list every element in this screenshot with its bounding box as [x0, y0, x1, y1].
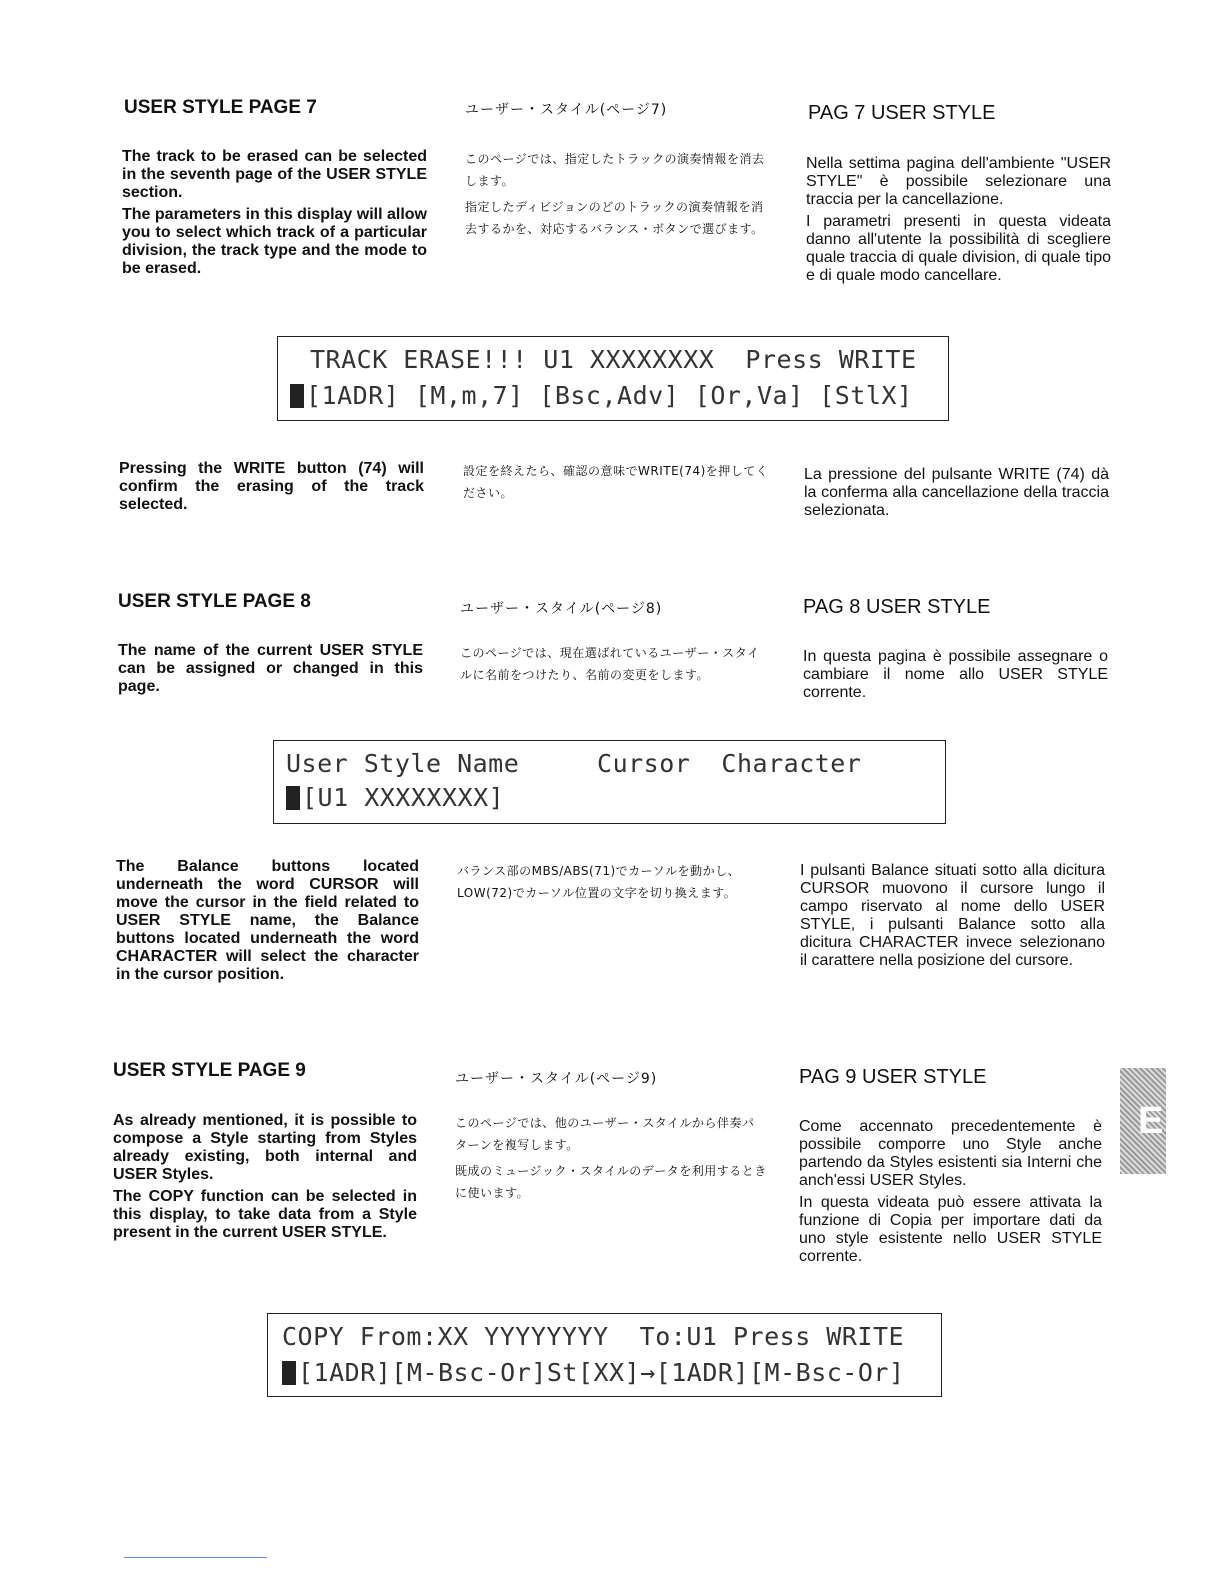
lcd-line-2	[286, 783, 504, 812]
lcd-line-2-text: [1ADR] [M,m,7] [Bsc,Adv] [Or,Va] [StlX]	[306, 381, 913, 410]
en-text-balance-buttons: The Balance buttons located underneath the word CURSOR will move the cursor in the field related to USER STYLE name, the Balance buttons located underneath the word CHARACTER will select the character in the cursor position.	[116, 858, 419, 983]
lcd-line-2	[290, 381, 913, 410]
it-paragraph: I parametri presenti in questa videata danno all'utente la possibilità di scegliere quale traccia di quale division, di quale tipo e di quale modo cancellare.	[806, 213, 1111, 284]
jp-text-page9	[455, 1112, 767, 1208]
jp-text-write-confirm: 設定を終えたら、確認の意味でWRITE(74)を押してください。	[463, 464, 769, 500]
en-heading-page7: USER STYLE PAGE 7	[124, 97, 317, 118]
jp-paragraph: 指定したディビジョンのどのトラックの演奏情報を消去するかを、対応するバランス・ボタンで選びます。	[465, 200, 764, 236]
jp-text-page8: このページでは、現在選ばれているユーザー・スタイルに名前をつけたり、名前の変更をします。	[460, 646, 760, 682]
lcd-line-2-text: [1ADR][M-Bsc-Or]St[XX]→[1ADR][M-Bsc-Or]	[298, 1358, 905, 1387]
it-paragraph: Nella settima pagina dell'ambiente "USER STYLE" è possibile selezionare una traccia per la cancellazione.	[806, 155, 1111, 208]
footer-rule	[124, 1557, 267, 1558]
it-text-balance-buttons: I pulsanti Balance situati sotto alla dicitura CURSOR muovono il cursore lungo il campo riservato al nome dello USER STYLE, i pulsanti Balance sotto alla dicitura CHARACTER invece selezionano il carattere nella posizione del cursore.	[800, 862, 1105, 969]
en-paragraph: As already mentioned, it is possible to compose a Style starting from Styles already existing, both internal and USER Styles.	[113, 1112, 417, 1183]
en-text-page9	[113, 1112, 417, 1246]
lcd-line-1: COPY From:XX YYYYYYYY To:U1 Press WRITE	[282, 1322, 905, 1351]
lcd-cursor	[286, 786, 300, 810]
jp-paragraph: 既成のミュージック・スタイルのデータを利用するときに使います。	[455, 1164, 767, 1200]
lcd-line-1: User Style Name Cursor Character	[286, 749, 862, 778]
lcd-line-2-text: [U1 XXXXXXXX]	[302, 783, 505, 812]
lcd-style-name	[273, 740, 946, 824]
lcd-cursor	[290, 384, 304, 408]
it-paragraph: In questa videata può essere attivata la funzione di Copia per importare dati da uno style esistente nello USER STYLE corrente.	[799, 1194, 1102, 1265]
jp-paragraph: このページでは、他のユーザー・スタイルから伴奏パターンを複写します。	[455, 1116, 755, 1152]
jp-text-page7	[465, 148, 775, 244]
it-text-page8: In questa pagina è possibile assegnare o cambiare il nome allo USER STYLE corrente.	[803, 648, 1108, 701]
section-tab-letter: E	[1138, 1100, 1164, 1142]
en-text-write-confirm: Pressing the WRITE button (74) will confirm the erasing of the track selected.	[119, 460, 424, 513]
en-paragraph: The track to be erased can be selected in the seventh page of the USER STYLE section.	[122, 148, 427, 201]
lcd-cursor	[282, 1361, 296, 1385]
jp-heading-page7: ユーザー・スタイル(ページ7)	[465, 102, 668, 118]
en-paragraph: The COPY function can be selected in this display, to take data from a Style present in the current USER STYLE.	[113, 1188, 417, 1241]
en-heading-page8: USER STYLE PAGE 8	[118, 591, 311, 612]
en-text-page8: The name of the current USER STYLE can be assigned or changed in this page.	[118, 642, 423, 695]
it-text-write-confirm: La pressione del pulsante WRITE (74) dà la conferma alla cancellazione della traccia selezionata.	[804, 466, 1109, 519]
it-text-page7	[806, 155, 1111, 289]
it-text-page9	[799, 1118, 1102, 1270]
lcd-copy	[267, 1313, 942, 1397]
it-heading-page9: PAG 9 USER STYLE	[799, 1066, 987, 1088]
jp-paragraph: このページでは、指定したトラックの演奏情報を消去します。	[465, 152, 765, 188]
lcd-line-1: TRACK ERASE!!! U1 XXXXXXXX Press WRITE	[310, 345, 917, 374]
jp-heading-page9: ユーザー・スタイル(ページ9)	[455, 1071, 658, 1087]
lcd-line-2	[282, 1358, 905, 1387]
en-heading-page9: USER STYLE PAGE 9	[113, 1060, 306, 1081]
lcd-track-erase	[277, 336, 949, 421]
en-paragraph: The parameters in this display will allow you to select which track of a particular division, the track type and the mode to be erased.	[122, 206, 427, 277]
en-text-page7	[122, 148, 427, 282]
it-paragraph: Come accennato precedentemente è possibile comporre uno Style anche partendo da Styles esistenti sia Interni che anch'essi USER Styles.	[799, 1118, 1102, 1189]
it-heading-page8: PAG 8 USER STYLE	[803, 596, 991, 618]
jp-text-balance-buttons: バランス部のMBS/ABS(71)でカーソルを動かし、LOW(72)でカーソル位置の文字を切り換えます。	[457, 864, 741, 900]
jp-heading-page8: ユーザー・スタイル(ページ8)	[460, 601, 663, 617]
it-heading-page7: PAG 7 USER STYLE	[808, 102, 996, 124]
